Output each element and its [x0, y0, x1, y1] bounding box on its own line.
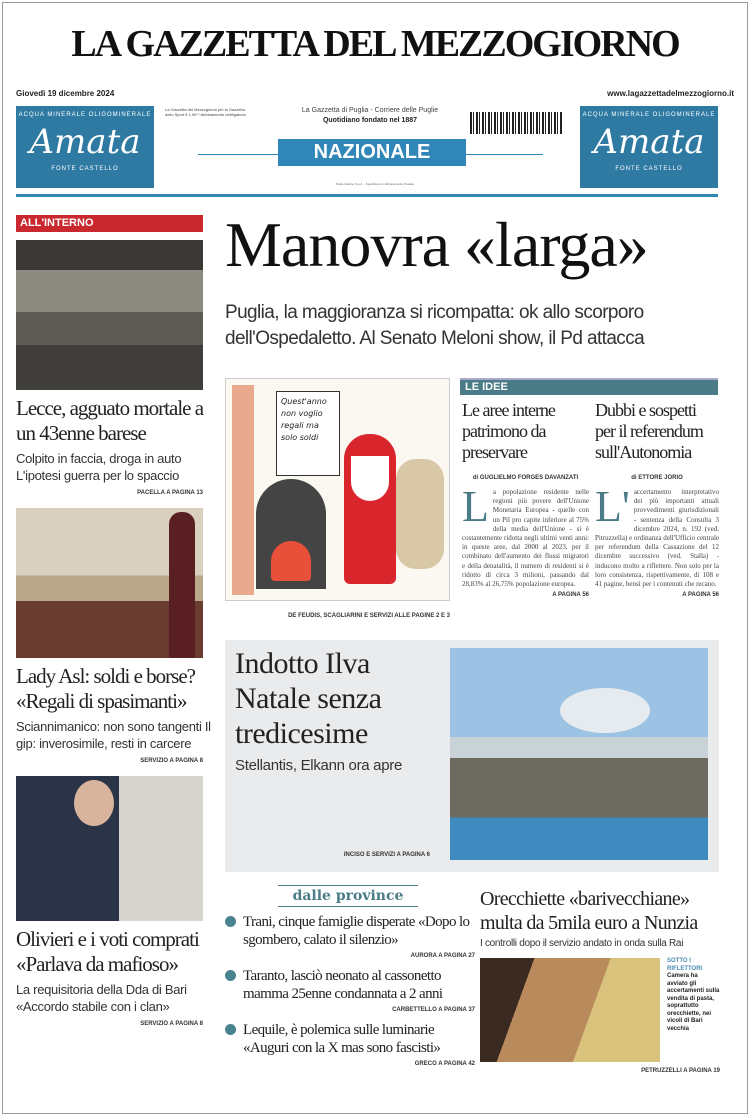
photo-olivieri[interactable]: [16, 776, 203, 921]
imprint: Poste Italiane S.p.A. - Spedizione in Abbonamento Postale: [335, 182, 415, 186]
cartoon-wall: [232, 385, 254, 595]
editorial-2-body: [595, 482, 719, 589]
orecchiette-headline[interactable]: Orecchiette «barivecchiane» multa da 5mila euro a Nunzia: [480, 888, 698, 934]
editorial-1-text: a popolazione residente nelle regioni più povere dell'Unione Monetaria Europea - quelle con un Pil pro capite inferiore al 75% della media dell'Unione - si è costantemente ridotta negli ultimi venti anni: in queste aree, dal 2000 al 2023, per il combinato dell'aumento dei flussi migratori e della denatalità, il numero di residenti si è ridotto di circa 3 milioni, passando dal 28,83% al 26,75% popolazione europea.: [462, 488, 589, 589]
sidebar-note: [667, 958, 720, 1062]
ilva-text: [235, 646, 445, 774]
orecchiette-credit: PETRUZZELLI A PAGINA 19: [641, 1068, 720, 1074]
ad-footer: FONTE CASTELLO: [51, 166, 119, 172]
bullet-icon: [225, 1024, 236, 1035]
cartoon-sack: [396, 459, 444, 569]
cartoon-santa-figure: [344, 434, 396, 584]
ilva-sub: Stellantis, Elkann ora apre: [235, 757, 403, 774]
editorial-2-author: di ETTORE JORIO: [631, 475, 683, 481]
ad-tagline: ACQUA MINERALE OLIGOMINERALE: [18, 112, 152, 118]
cartoon-beard: [351, 456, 389, 501]
masthead-title[interactable]: LA GAZZETTA DEL MEZZOGIORNO: [71, 23, 679, 65]
province-section: [225, 885, 475, 1075]
story-olivieri-title[interactable]: Olivieri e i voti comprati «Parlava da mafioso»: [16, 927, 199, 976]
province-item[interactable]: [225, 913, 475, 959]
story-olivieri-credit: SERVIZIO A PAGINA 8: [140, 1021, 203, 1027]
story-olivieri-sub: La requisitoria della Dda di Bari «Accordo stabile con i clan»: [16, 982, 187, 1014]
header-rule: [16, 194, 718, 197]
editorial-1-author: di GUGLIELMO FORGES DAVANZATI: [472, 475, 579, 481]
editorial-2-text: accertamento interpretativo dei più importanti attuali provvedimenti giurisdizionali - sentenza della Consulta 3 dicembre 2024, n. 192 (ved. Pitruzzella) e ordinanza dell'Ufficio centrale per referendum della Cassazione del 12 dicembre successivo (ved. Stalla) - inducono molto a riflettere. Non solo per la loro consistenza, rispettivamente, di 108 e 41 pagine, bensì per i contenuti che recano.: [595, 488, 719, 589]
ad-brand: Amata: [593, 122, 705, 162]
photo-face: [74, 780, 114, 826]
ilva-credit: INCISO E SERVIZI A PAGINA 6: [343, 852, 430, 858]
lead-subheadline: Puglia, la maggioranza si ricompatta: ok allo scorporo dell'Ospedaletto. Al Senato Meloni show, il Pd attacca: [225, 302, 645, 349]
ad-brand: Amata: [29, 122, 141, 162]
editorial-1: [462, 400, 589, 598]
ad-amata-right[interactable]: [580, 106, 718, 188]
province-item-credit: GRECO A PAGINA 42: [414, 1061, 475, 1067]
province-item-title: Lequile, è polemica sulle luminarie «Auguri con la X mas sono fascisti»: [243, 1022, 441, 1056]
left-column: [16, 215, 213, 1039]
story-lecce-sub: Colpito in faccia, droga in auto L'ipotesi guerra per lo spaccio: [16, 451, 182, 483]
cartoon-sign: Quest'anno non voglio regali ma solo soldi: [276, 391, 340, 476]
ilva-headline[interactable]: Indotto Ilva Natale senza tredicesime: [235, 647, 382, 750]
story-lady-asl-title[interactable]: Lady Asl: soldi e borse? «Regali di spasimanti»: [16, 664, 195, 713]
section-label-all-interno: ALL'INTERNO: [16, 215, 203, 232]
edition-label: NAZIONALE: [278, 139, 466, 166]
issue-date: Giovedì 19 dicembre 2024: [16, 89, 115, 98]
cartoon-credit: DE FEUDIS, SCAGLIARINI E SERVIZI ALLE PAGINE 2 E 3: [288, 613, 450, 619]
photo-orecchiette[interactable]: [480, 958, 660, 1062]
price-note: La Gazzetta del Mezzogiorno più la Gazzetta dello Sport € 1,90* *Abbinamento obbligatorio: [165, 107, 246, 117]
photo-smoke: [560, 688, 650, 733]
ad-footer: FONTE CASTELLO: [615, 166, 683, 172]
ad-amata-left[interactable]: [16, 106, 154, 188]
editorial-1-title[interactable]: Le aree interne patrimono da preservare: [462, 400, 555, 462]
cartoon-fire: [271, 541, 311, 581]
story-lady-asl-credit: SERVIZIO A PAGINA 8: [140, 758, 203, 764]
cartoon-fireplace: [256, 479, 326, 589]
section-label-le-idee: LE IDEE: [460, 378, 718, 395]
sidebar-note-label: SOTTO I RIFLETTORI: [667, 958, 703, 972]
drop-cap: L': [595, 482, 630, 531]
founded: Quotidiano fondato nel 1887: [322, 117, 418, 124]
editorial-2: [595, 400, 719, 598]
sidebar-note-text: Camera ha avviato gli accertamenti sulla vendita di pasta, soprattutto orecchiette, nei vicoli di Bari vecchia: [667, 973, 720, 1032]
orecchiette-media: [480, 958, 720, 1062]
province-item-title: Taranto, lasciò neonato al cassonetto mamma 25enne condannata a 2 anni: [243, 968, 443, 1002]
editorial-2-title[interactable]: Dubbi e sospetti per il referendum sull'Autonomia: [595, 400, 703, 462]
province-item-credit: CARBETTELLO A PAGINA 37: [392, 1007, 475, 1013]
tagline: La Gazzetta di Puglia - Corriere delle Puglie: [301, 107, 439, 114]
story-lecce: [16, 240, 213, 496]
drop-cap: L: [462, 482, 489, 531]
orecchiette-sub: I controlli dopo il servizio andato in onda sulla Rai: [480, 938, 684, 949]
province-item-title: Trani, cinque famiglie disperate «Dopo lo sgombero, calato il silenzio»: [243, 914, 470, 948]
story-lady-asl: [16, 508, 213, 764]
website-link[interactable]: www.lagazzettadelmezzogiorno.it: [607, 89, 734, 98]
story-lecce-title[interactable]: Lecce, agguato mortale a un 43enne barese: [16, 396, 204, 445]
section-label-dalle-province: dalle province: [278, 885, 418, 907]
story-lady-asl-sub: Sciannimanico: non sono tangenti Il gip: inverosimile, resti in carcere: [16, 719, 211, 751]
story-olivieri: [16, 776, 213, 1027]
cartoon-santa[interactable]: [225, 378, 450, 601]
province-item[interactable]: [225, 1021, 475, 1067]
barcode: [470, 112, 562, 134]
photo-ilva-plant[interactable]: [450, 648, 708, 860]
bullet-icon: [225, 916, 236, 927]
province-item-credit: AURORA A PAGINA 27: [410, 953, 475, 959]
editorial-2-credit: A PAGINA 56: [682, 592, 719, 599]
photo-figure: [169, 512, 195, 658]
province-item[interactable]: [225, 967, 475, 1013]
bullet-icon: [225, 970, 236, 981]
lead-headline[interactable]: Manovra «larga»: [225, 209, 648, 280]
editorial-1-credit: A PAGINA 56: [552, 592, 589, 599]
ad-tagline: ACQUA MINERALE OLIGOMINERALE: [582, 112, 716, 118]
editorial-1-body: [462, 482, 589, 589]
orecchiette-story: [480, 887, 720, 1074]
photo-lady-asl[interactable]: [16, 508, 203, 658]
photo-lecce-crime-scene[interactable]: [16, 240, 203, 390]
story-lecce-credit: PACELLA A PAGINA 13: [137, 490, 203, 496]
